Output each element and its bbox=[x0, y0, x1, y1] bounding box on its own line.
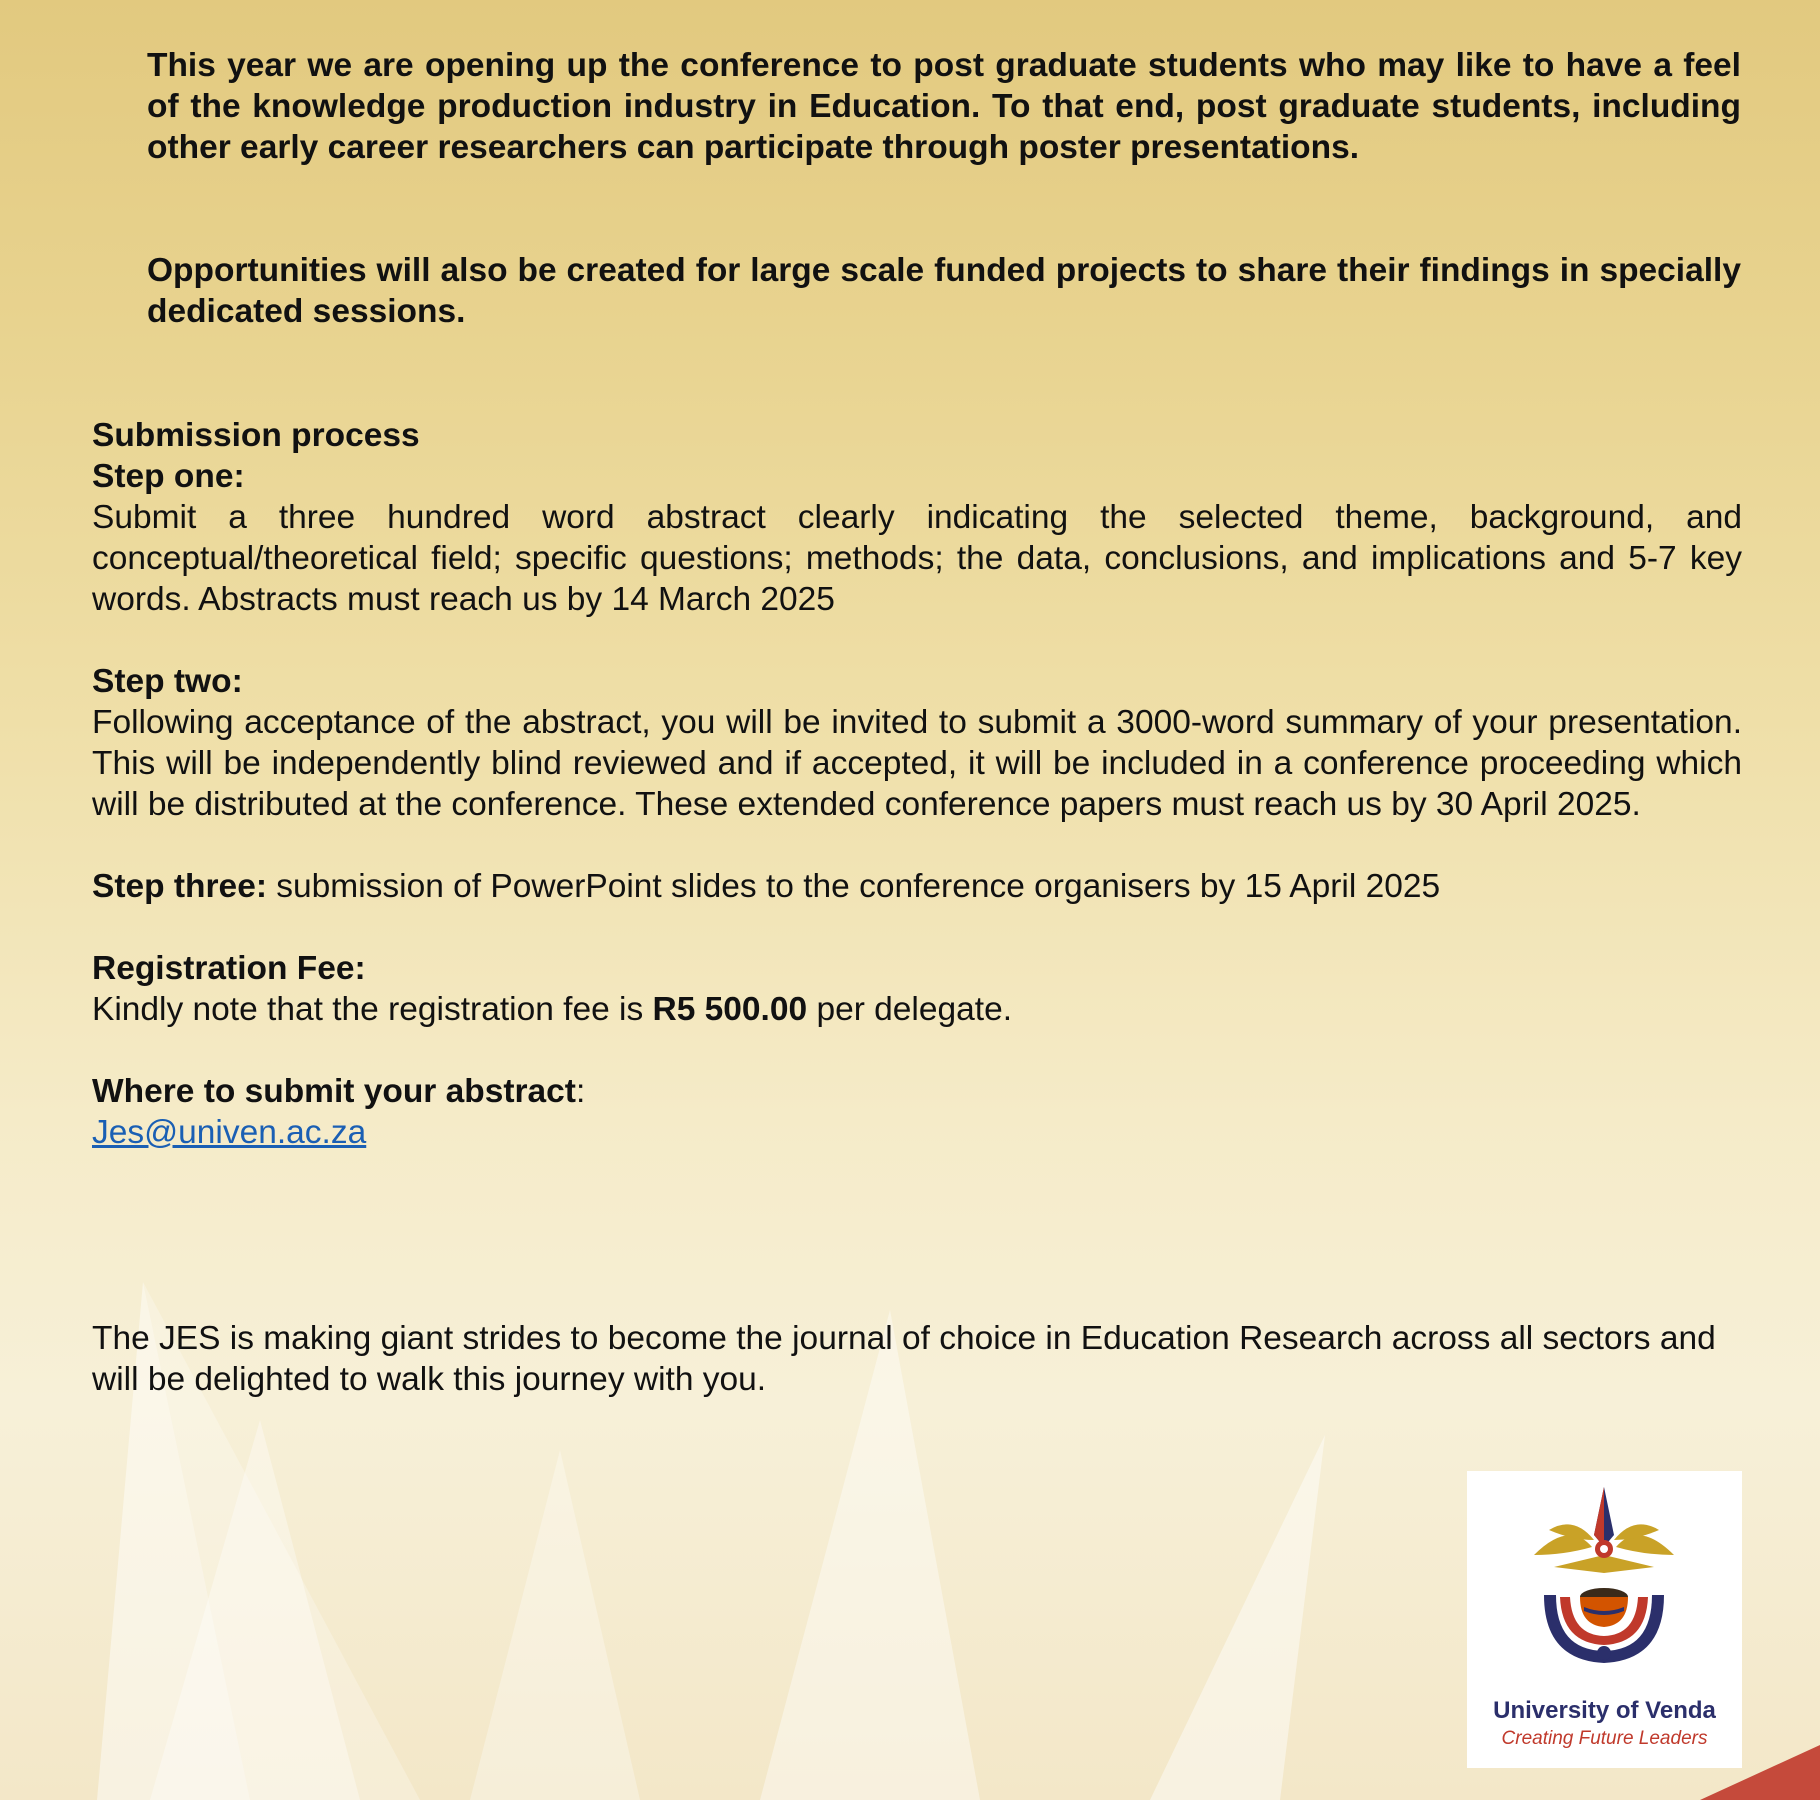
step-one-label: Step one: bbox=[92, 458, 245, 495]
where-to-submit-heading: Where to submit your abstract bbox=[92, 1073, 576, 1110]
university-logo bbox=[1467, 1471, 1742, 1768]
postgrad-paragraph: This year we are opening up the conference to post graduate students who may like to have a feel of the knowledge production industry in Education. To that end, post graduate students, including other early career researchers can participate through poster presentations. bbox=[147, 47, 1741, 166]
step-three-line bbox=[92, 866, 1742, 907]
university-crest-icon bbox=[1514, 1485, 1694, 1685]
where-to-submit-heading-line bbox=[92, 1071, 1742, 1112]
registration-fee: R5 500.00 bbox=[652, 991, 808, 1028]
submission-section bbox=[92, 415, 1742, 1153]
registration-text bbox=[92, 989, 1742, 1030]
step-three-text: submission of PowerPoint slides to the conference organisers by 15 April 2025 bbox=[266, 868, 1441, 905]
registration-heading: Registration Fee: bbox=[92, 950, 366, 987]
logo-university-name: University of Venda bbox=[1493, 1697, 1716, 1724]
submission-heading: Submission process bbox=[92, 417, 420, 454]
step-one-text: Submit a three hundred word abstract clearly indicating the selected theme, background, and conceptual/theoretical field; specific questions; methods; the data, conclusions, and implications and 5-7 key words. Abstracts must reach us by 14 March 2025 bbox=[92, 499, 1742, 618]
submission-email-link[interactable]: Jes@univen.ac.za bbox=[92, 1114, 367, 1151]
step-two-label: Step two: bbox=[92, 663, 243, 700]
closing-paragraph: The JES is making giant strides to become the journal of choice in Education Research across all sectors and will be delighted to walk this journey with you. bbox=[92, 1320, 1716, 1398]
logo-tagline: Creating Future Leaders bbox=[1501, 1728, 1708, 1749]
where-to-submit-colon: : bbox=[575, 1073, 586, 1110]
funded-projects-paragraph: Opportunities will also be created for large scale funded projects to share their findings in specially dedicated sessions. bbox=[147, 252, 1741, 330]
step-three-label: Step three: bbox=[92, 868, 267, 905]
step-two-text: Following acceptance of the abstract, you will be invited to submit a 3000-word summary of your presentation. This will be independently blind reviewed and if accepted, it will be included in a conference proceeding which will be distributed at the conference. These extended conference papers must reach us by 30 April 2025. bbox=[92, 704, 1742, 823]
registration-text-before: Kindly note that the registration fee is bbox=[92, 991, 653, 1028]
registration-text-after: per delegate. bbox=[807, 991, 1013, 1028]
